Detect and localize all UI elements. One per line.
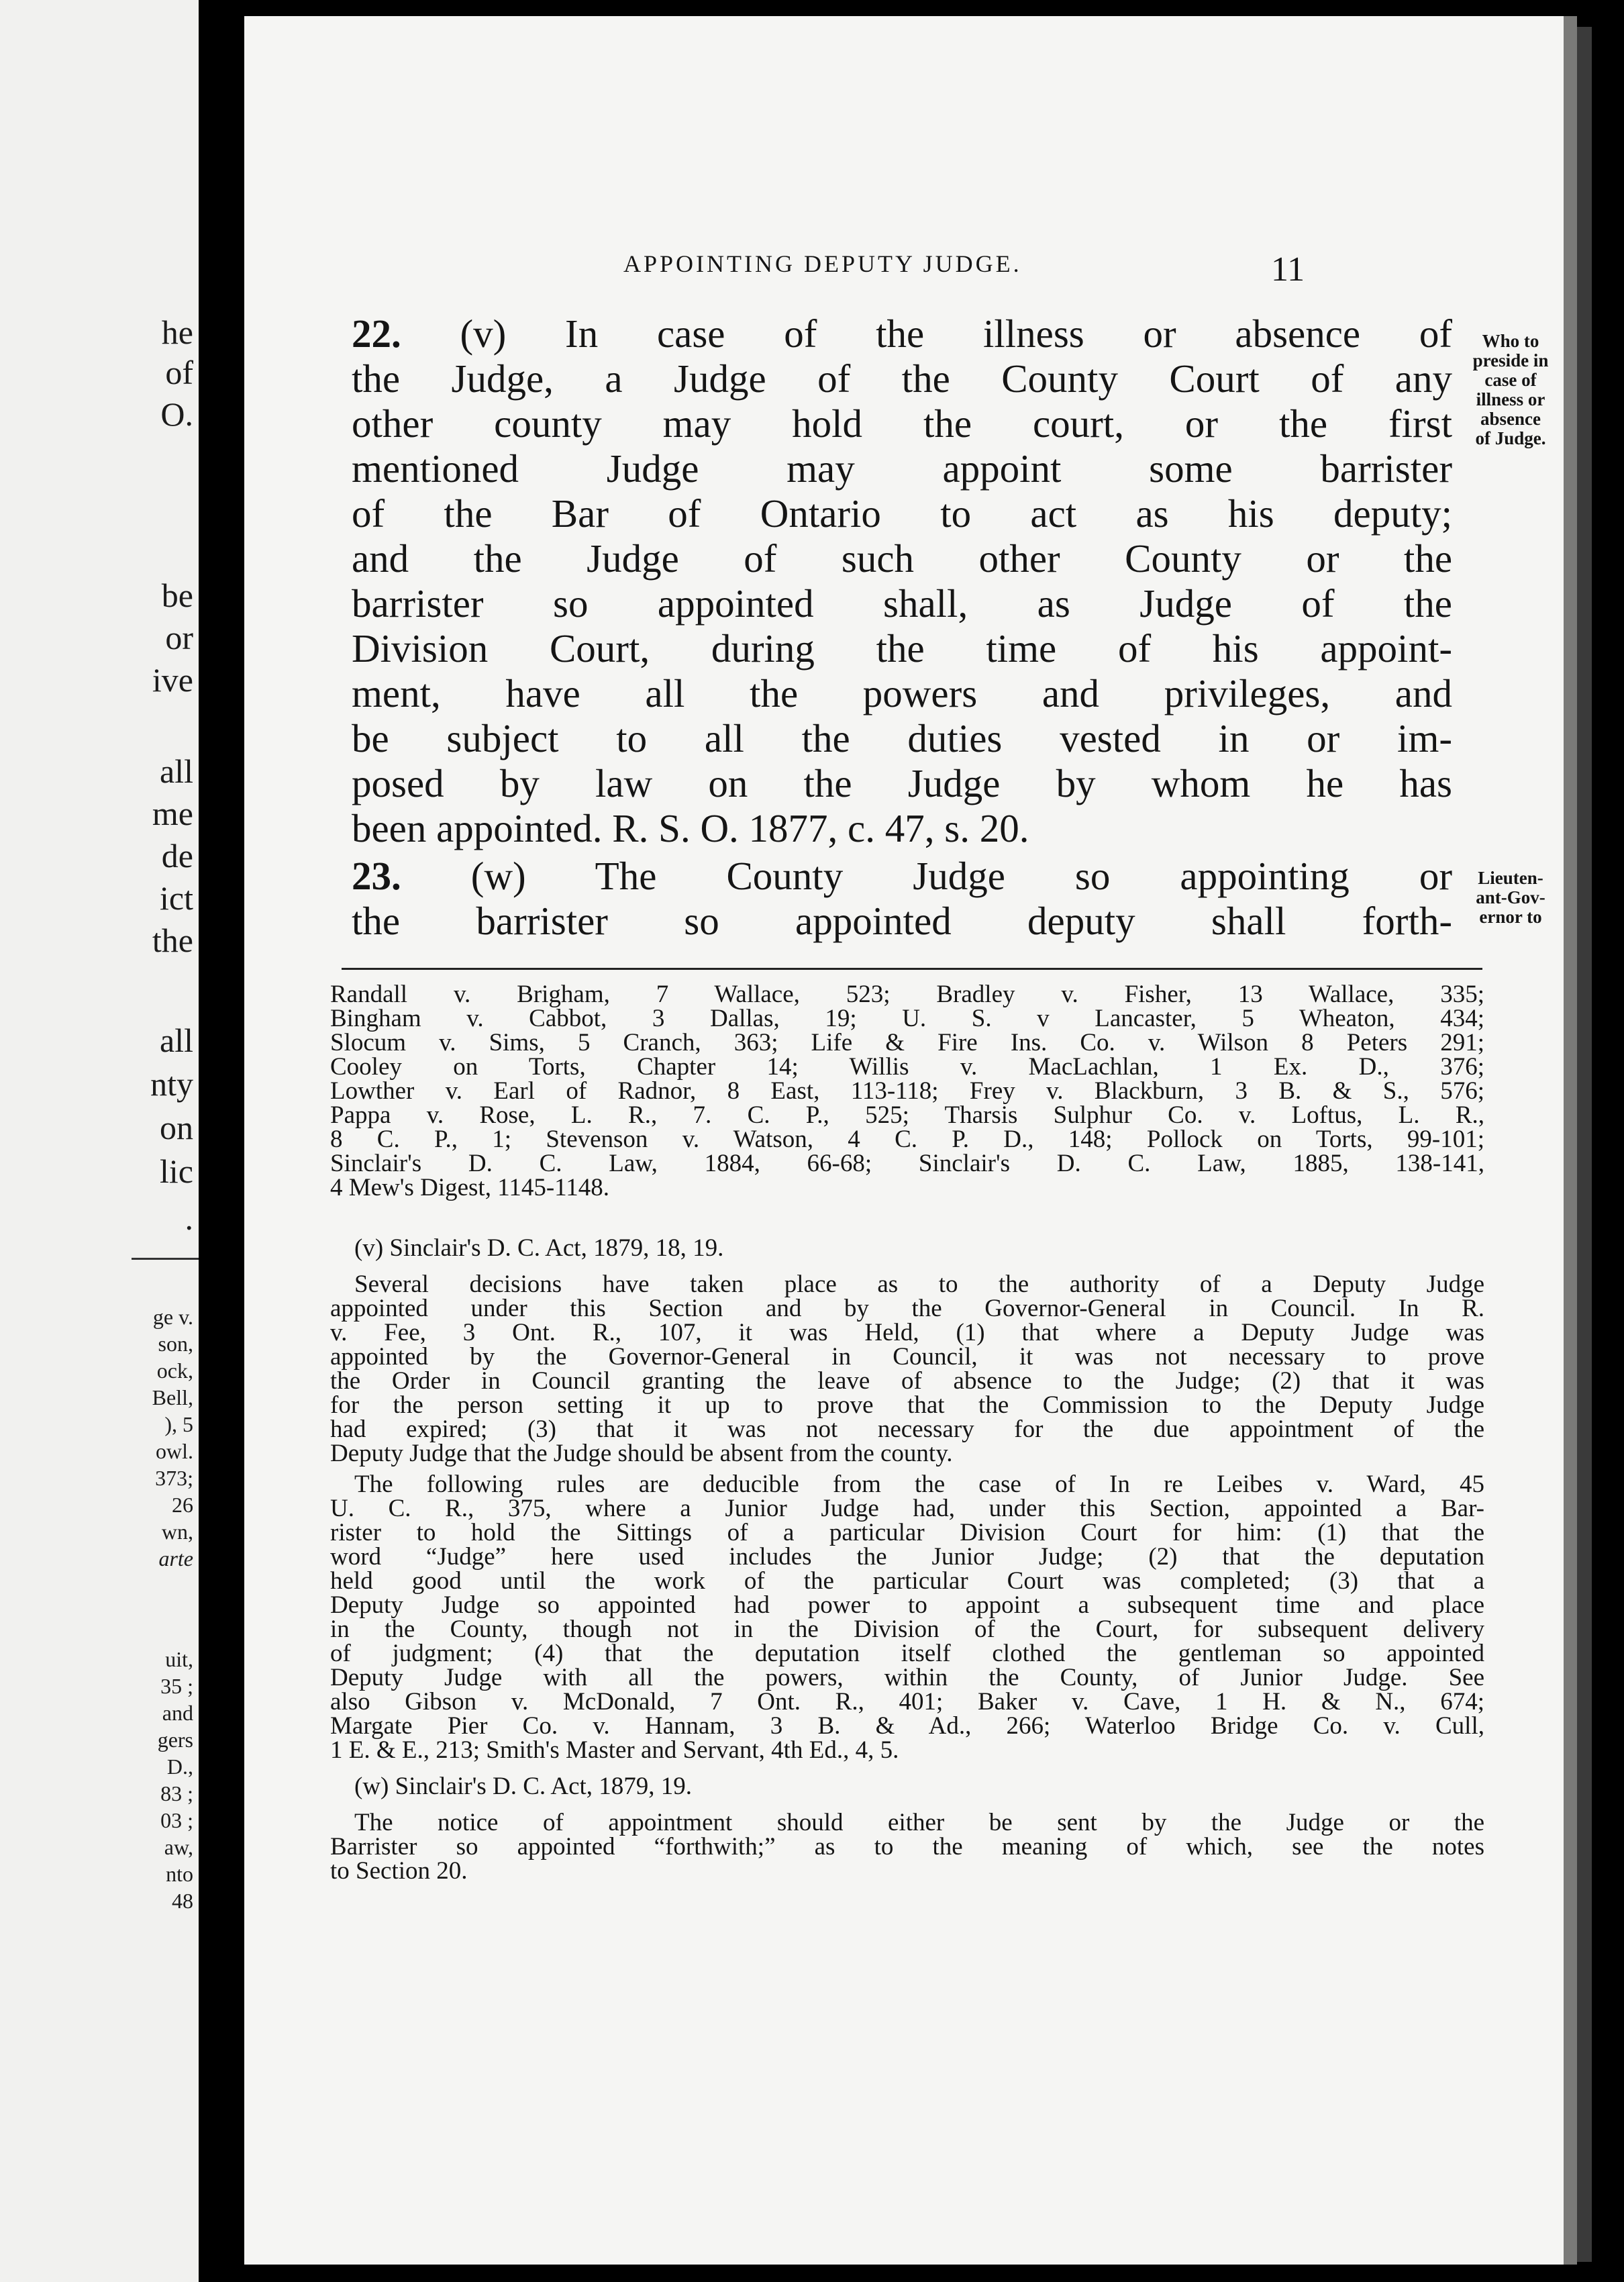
section-22-line: other county may hold the court, or the first [352,401,1452,446]
prev-fragment: of [165,354,193,391]
paragraph-line: held good until the work of the particular Court was completed; (3) that a [330,1567,1484,1595]
paragraph-line: The following rules are deducible from the case of In re Leibes v. Ward, 45 [354,1471,1484,1498]
footnote-paragraph-1 [330,1273,1484,1466]
prev-fragment: aw, [164,1835,193,1859]
prev-footnote-rule [132,1258,199,1260]
prev-fragment: ock, [156,1358,193,1383]
footnote-rule [342,968,1482,970]
prev-fragment: owl. [156,1439,193,1463]
paragraph-line: The notice of appointment should either be sent by the Judge or the [354,1809,1484,1836]
paragraph-line: to Section 20. [330,1857,468,1885]
prev-fragment: son, [158,1332,193,1356]
citation-line: Pappa v. Rose, L. R., 7. C. P., 525; Tharsis Sulphur Co. v. Loftus, L. R., [330,1101,1484,1129]
paragraph-line: of judgment; (4) that the deputation itself clothed the gentleman so appointed [330,1640,1484,1667]
prev-fragment: all [160,1022,193,1059]
footnote-paragraph-2 [330,1473,1484,1763]
section-number: 22. [352,311,401,356]
paragraph-line: had expired; (3) that it was not necessary for the due appointment of the [330,1416,1484,1443]
section-22 [352,311,1452,851]
section-22-line: and the Judge of such other County or the [352,536,1452,581]
section-22-line: of the Bar of Ontario to act as his deputy; [352,491,1452,536]
page-edge-shadow [1577,27,1592,2262]
paragraph-line: the Order in Council granting the leave of absence to the Judge; (2) that it was [330,1367,1484,1395]
citation-line: Bingham v. Cabbot, 3 Dallas, 19; U. S. v Lancaster, 5 Wheaton, 434; [330,1005,1484,1032]
prev-fragment: ), 5 [164,1412,193,1436]
section-23-line: 23. (w) The County Judge so appointing or [352,854,1452,898]
prev-fragment: ive [152,661,193,699]
paragraph-line: also Gibson v. McDonald, 7 Ont. R., 401; Baker v. Cave, 1 H. & N., 674; [330,1688,1484,1716]
prev-fragment: all [160,752,193,790]
prev-fragment: the [152,922,193,959]
paragraph-line: v. Fee, 3 Ont. R., 107, it was Held, (1) that where a Deputy Judge was [330,1319,1484,1346]
prev-fragment: O. [160,395,193,433]
prev-fragment: . [185,1199,193,1237]
paragraph-line: rister to hold the Sittings of a particular Division Court for him: (1) that the [330,1519,1484,1546]
paragraph-line: Several decisions have taken place as to the authority of a Deputy Judge [354,1271,1484,1298]
section-22-line: ment, have all the powers and privileges, and [352,671,1452,715]
prev-fragment: and [162,1701,193,1725]
prev-fragment: ge v. [152,1305,193,1329]
page-number: 11 [1271,250,1305,289]
footnote-w-ref: (w) Sinclair's D. C. Act, 1879, 19. [354,1773,693,1800]
prev-fragment: nto [166,1862,193,1886]
section-22-line: 22. (v) In case of the illness or absence of [352,311,1453,356]
prev-fragment: 26 [172,1493,193,1517]
citation-line: 8 C. P., 1; Stevenson v. Watson, 4 C. P. D., 148; Pollock on Torts, 99-101; [330,1126,1484,1153]
prev-fragment: or [165,619,193,656]
section-22-line: barrister so appointed shall, as Judge of the [352,581,1452,626]
footnote-paragraph-3 [330,1811,1484,1883]
section-22-line: been appointed. R. S. O. 1877, c. 47, s. 20. [352,806,1029,850]
citation-line: Slocum v. Sims, 5 Cranch, 363; Life & Fire Ins. Co. v. Wilson 8 Peters 291; [330,1029,1484,1056]
citation-line: 4 Mew's Digest, 1145-1148. [330,1174,610,1201]
citation-line: Cooley on Torts, Chapter 14; Willis v. MacLachlan, 1 Ex. D., 376; [330,1053,1484,1081]
citation-line: Randall v. Brigham, 7 Wallace, 523; Bradley v. Fisher, 13 Wallace, 335; [330,981,1484,1008]
prev-fragment: arte [158,1546,193,1571]
prev-fragment: lic [160,1152,193,1190]
section-22-line: posed by law on the Judge by whom he has [352,761,1452,805]
prev-fragment: 35 ; [160,1674,193,1698]
paragraph-line: appointed by the Governor-General in Council, it was not necessary to prove [330,1343,1484,1371]
footnote-w [330,1775,1484,1799]
prev-fragment: me [152,795,193,832]
paragraph-line: for the person setting it up to prove that the Commission to the Deputy Judge [330,1391,1484,1419]
prev-fragment: wn, [161,1520,193,1544]
margin-note-22: Who to preside in case of illness or absence of Judge. [1472,331,1549,448]
prev-fragment: 48 [172,1889,193,1913]
prev-fragment: he [161,313,193,351]
section-22-line: Division Court, during the time of his appoint- [352,626,1452,671]
prev-fragment: 03 ; [160,1808,193,1832]
prev-fragment: Bell, [152,1385,193,1409]
section-22-line: the Judge, a Judge of the County Court of any [352,356,1452,401]
paragraph-line: U. C. R., 375, where a Junior Judge had, under this Section, appointed a Bar- [330,1495,1484,1522]
section-23 [352,854,1452,944]
footnote-v-ref: (v) Sinclair's D. C. Act, 1879, 18, 19. [354,1234,724,1262]
section-23-line: the barrister so appointed deputy shall forth- [352,899,1452,943]
footnote-v [330,1236,1484,1260]
running-header: APPOINTING DEPUTY JUDGE. [623,250,1022,277]
book-page [244,16,1564,2265]
paragraph-line: Deputy Judge so appointed had power to appoint a subsequent time and place [330,1591,1484,1619]
paragraph-line: 1 E. & E., 213; Smith's Master and Servant, 4th Ed., 4, 5. [330,1736,899,1764]
citation-line: Sinclair's D. C. Law, 1884, 66-68; Sinclair's D. C. Law, 1885, 138-141, [330,1150,1484,1177]
section-22-line: mentioned Judge may appoint some barrister [352,446,1452,491]
paragraph-line: in the County, though not in the Division of the Court, for subsequent delivery [330,1616,1484,1643]
prev-fragment: 373; [155,1466,193,1490]
footnote-citations [330,983,1484,1200]
paragraph-line: word “Judge” here used includes the Junior Judge; (2) that the deputation [330,1543,1484,1571]
prev-fragment: D., [166,1754,193,1779]
section-number: 23. [352,854,401,898]
prev-fragment: 83 ; [160,1781,193,1805]
paragraph-line: Deputy Judge with all the powers, within the County, of Junior Judge. See [330,1664,1484,1691]
paragraph-line: Barrister so appointed “forthwith;” as to the meaning of which, see the notes [330,1833,1484,1861]
paragraph-line: Deputy Judge that the Judge should be absent from the county. [330,1440,953,1467]
citation-line: Lowther v. Earl of Radnor, 8 East, 113-118; Frey v. Blackburn, 3 B. & S., 576; [330,1077,1484,1105]
prev-fragment: ict [160,879,193,917]
page-edge [1564,16,1577,2265]
prev-fragment: be [161,577,193,614]
paragraph-line: Margate Pier Co. v. Hannam, 3 B. & Ad., 266; Waterloo Bridge Co. v. Cull, [330,1712,1484,1740]
prev-fragment: uit, [165,1647,193,1671]
prev-fragment: nty [150,1065,193,1103]
prev-fragment: on [160,1109,193,1146]
prev-fragment: de [161,837,193,875]
section-22-line: be subject to all the duties vested in or im- [352,716,1452,760]
previous-page-fragment [0,0,199,2282]
prev-fragment: gers [157,1728,193,1752]
margin-note-23: Lieuten- ant-Gov- ernor to [1476,868,1545,927]
paragraph-line: appointed under this Section and by the Governor-General in Council. In R. [330,1295,1484,1322]
